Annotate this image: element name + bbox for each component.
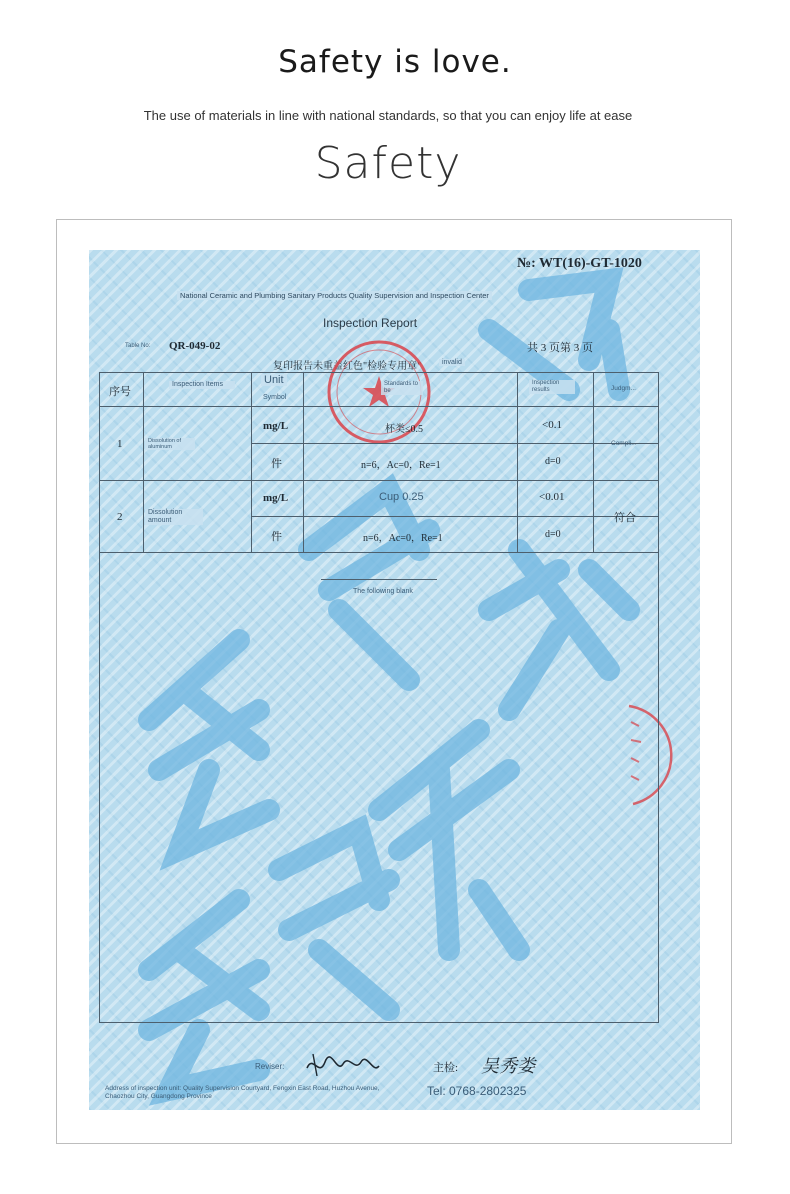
row1-standard-b: n=6，Ac=0，Re=1 — [361, 460, 441, 471]
row1-result-b: d=0 — [545, 456, 561, 467]
row1-bottom — [99, 480, 659, 481]
col-standard-right — [517, 372, 518, 553]
page-info: 共 3 页第 3 页 — [527, 342, 593, 354]
row2-unit-b: 件 — [271, 531, 282, 543]
row1-result-a: <0.1 — [542, 419, 562, 431]
row2-result-a: <0.01 — [539, 491, 565, 503]
row2-result-b: d=0 — [545, 529, 561, 540]
row1-judgment: Compli... — [611, 440, 637, 447]
row1-no: 1 — [117, 438, 123, 450]
inspection-unit-address: Address of inspection unit: Quality Supervision Courtyard, Fengxin East Road, Huzhou Avenue, Chaozhou City, Guangdong Province — [105, 1085, 380, 1100]
col-header-seq: 序号 — [109, 386, 131, 398]
table-border-top — [99, 372, 659, 373]
section-title: Safety — [314, 138, 462, 189]
table-header-bottom — [99, 406, 659, 407]
col-result-right — [593, 372, 594, 553]
blank-note: The following blank — [353, 588, 413, 595]
table-border-left — [99, 372, 100, 1023]
col-items-right — [251, 372, 252, 553]
row2-no: 2 — [117, 511, 123, 523]
center-name: National Ceramic and Plumbing Sanitary Products Quality Supervision and Inspection Center — [177, 291, 492, 300]
row2-standard-a: Cup 0.25 — [379, 491, 424, 503]
copy-notice-en: invalid — [439, 359, 465, 366]
inspection-report-image — [89, 250, 700, 1110]
col-header-standards: Standards to be — [381, 381, 423, 395]
row2-mid — [251, 516, 659, 517]
partial-stamp-right — [609, 700, 679, 810]
row1-unit-a: mg/L — [263, 420, 289, 432]
col-header-items: Inspection Items — [169, 381, 235, 389]
report-title: Inspection Report — [323, 316, 418, 330]
col-header-judgment: Judgm... — [611, 385, 636, 392]
page-headline: Safety is love. — [278, 44, 512, 80]
col-header-unit: Unit — [261, 374, 287, 386]
row1-mid — [251, 443, 659, 444]
col-unit-right — [303, 372, 304, 553]
row2-bottom — [99, 552, 659, 553]
col-header-symbol: Symbol — [263, 394, 287, 401]
row1-unit-b: 件 — [271, 458, 282, 470]
col-seq-right — [143, 372, 144, 553]
row1-standard-a: 杯类≤0.5 — [385, 424, 423, 435]
row2-unit-a: mg/L — [263, 492, 289, 504]
row2-item: Dissolution amount — [145, 509, 203, 525]
report-number: №: WT(16)-GT-1020 — [517, 256, 642, 271]
row1-item: Dissolution of aluminum — [145, 438, 195, 450]
page-subline: The use of materials in line with national standards, so that you can enjoy life at ease — [143, 108, 633, 123]
copy-notice: 复印报告未重盖红色"检验专用章" — [273, 361, 422, 372]
row2-judgment: 符合 — [614, 512, 636, 524]
col-header-results: Inspection results — [529, 380, 575, 394]
main-inspector-signature: 吴秀娄 — [481, 1056, 535, 1076]
reviser-label: Reviser: — [255, 1062, 285, 1071]
table-no-label: Table No: — [125, 343, 151, 349]
table-border-bottom — [99, 1022, 659, 1023]
row2-standard-b: n=6，Ac=0，Re=1 — [363, 533, 443, 544]
table-no-value: QR-049-02 — [169, 340, 221, 352]
table-border-right — [658, 372, 659, 1023]
blank-rule — [321, 579, 437, 580]
main-inspector-label: 主检: — [433, 1062, 459, 1074]
reviser-signature — [303, 1048, 383, 1082]
inspection-unit-tel: Tel: 0768-2802325 — [427, 1084, 527, 1098]
